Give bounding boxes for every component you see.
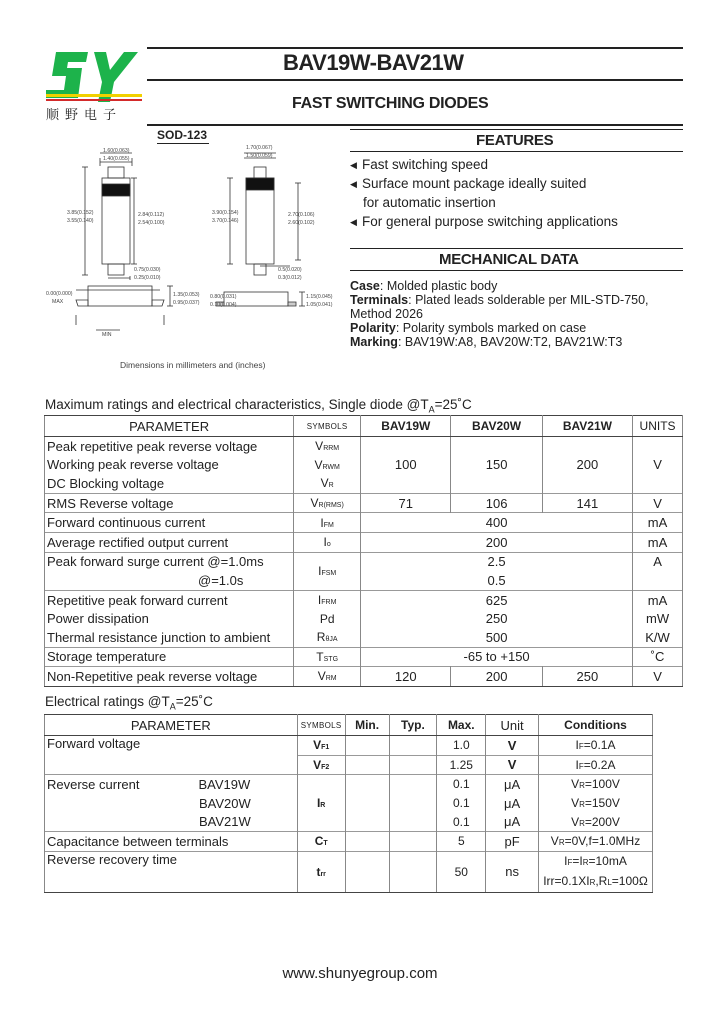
feature-item: for automatic insertion <box>363 195 496 210</box>
symbol-cell: VR <box>294 474 361 493</box>
symbol-cell: Io <box>294 532 361 552</box>
dimension-note: Dimensions in millimeters and (inches) <box>120 360 266 370</box>
value-cell: 2.5 <box>361 552 633 571</box>
dim-text: 1.05(0.041) <box>306 302 333 308</box>
header-cell: Min. <box>345 715 389 736</box>
typ-cell <box>389 775 437 794</box>
param-cell: Peak forward surge current @=1.0ms <box>45 552 294 571</box>
dim-text: 0.10(0.004) <box>210 302 237 308</box>
value-cell: 400 <box>361 513 633 533</box>
mech-rule-top <box>350 248 683 249</box>
unit-cell: ˚C <box>633 647 683 667</box>
dim-text: 1.70(0.067) <box>246 145 273 151</box>
typ-cell <box>389 794 437 813</box>
unit-cell: V <box>633 667 683 687</box>
bullet-icon: ◀ <box>350 179 357 189</box>
table-header-row <box>45 416 683 437</box>
param-cell: Forward continuous current <box>45 513 294 533</box>
value-cell: 250 <box>361 609 633 628</box>
unit-cell <box>633 571 683 590</box>
header-cell: Conditions <box>539 715 653 736</box>
max-cell: 0.1 <box>437 775 486 794</box>
table-row <box>45 628 683 647</box>
symbol-cell: VR(RMS) <box>294 493 361 513</box>
bullet-icon: ◀ <box>350 160 357 170</box>
max-cell: 0.1 <box>437 794 486 813</box>
package-label: SOD-123 <box>157 128 208 142</box>
param-cell: Thermal resistance junction to ambient <box>45 628 294 647</box>
table-header-row <box>45 715 653 736</box>
symbol-cell: TSTG <box>294 647 361 667</box>
header-cell: BAV21W <box>542 416 632 437</box>
typ-cell <box>389 851 437 892</box>
value-cell: 200 <box>361 532 633 552</box>
unit-cell: μA <box>486 812 539 831</box>
unit-cell: mW <box>633 609 683 628</box>
mech-line: Case: Molded plastic body <box>350 279 498 293</box>
dim-text: 0.5(0.020) <box>278 267 302 273</box>
min-cell <box>345 851 389 892</box>
symbol-cell: CT <box>297 831 345 851</box>
table-row <box>45 775 653 794</box>
bullet-icon: ◀ <box>350 217 357 227</box>
unit-cell: V <box>633 493 683 513</box>
header-rule-top <box>147 47 683 49</box>
unit-cell: V <box>486 736 539 756</box>
unit-cell: V <box>633 437 683 494</box>
value-cell: -65 to +150 <box>361 647 633 667</box>
feature-item: ◀ Fast switching speed <box>350 157 489 172</box>
unit-cell: mA <box>633 532 683 552</box>
value-cell: 200 <box>451 667 542 687</box>
param-cell: DC Blocking voltage <box>45 474 294 493</box>
param-cell: Peak repetitive peak reverse voltage <box>45 437 294 456</box>
condition-cell: IF=0.1A <box>539 736 653 756</box>
mech-line: Marking: BAV19W:A8, BAV20W:T2, BAV21W:T3 <box>350 335 623 349</box>
value-cell: 625 <box>361 590 633 609</box>
table-row <box>45 812 653 831</box>
dim-text: 2.84(0.112) <box>138 212 165 218</box>
dim-text: 2.60(0.102) <box>288 220 315 226</box>
table-row <box>45 736 653 756</box>
param-cell: Average rectified output current <box>45 532 294 552</box>
dim-text: 2.70(0.106) <box>288 212 315 218</box>
value-cell: 71 <box>361 493 451 513</box>
value-cell: 141 <box>542 493 632 513</box>
header-rule-bottom <box>147 124 683 126</box>
dim-text: MAX <box>52 299 64 305</box>
param-cell: BAV21W <box>45 812 298 831</box>
header-cell: BAV20W <box>451 416 542 437</box>
param-cell: Reverse recovery time <box>45 851 298 892</box>
symbol-cell: trr <box>297 851 345 892</box>
table-row <box>45 493 683 513</box>
param-cell: Storage temperature <box>45 647 294 667</box>
value-cell: 100 <box>361 437 451 494</box>
page-title: BAV19W-BAV21W <box>283 50 464 75</box>
typ-cell <box>389 736 437 756</box>
min-cell <box>345 812 389 831</box>
table-row <box>45 590 683 609</box>
param-cell: Non-Repetitive peak reverse voltage <box>45 667 294 687</box>
symbol-cell: VRM <box>294 667 361 687</box>
value-cell: 150 <box>451 437 542 494</box>
dim-text: 3.90(0.154) <box>212 210 239 216</box>
dim-text: 3.70(0.146) <box>212 218 239 224</box>
param-cell: Reverse current BAV19W <box>45 775 298 794</box>
symbol-cell: RθJA <box>294 628 361 647</box>
condition-cell: IF=0.2A <box>539 755 653 775</box>
param-cell: Forward voltage <box>45 736 298 775</box>
symbol-cell: VF1 <box>297 736 345 756</box>
max-ratings-table <box>44 415 683 687</box>
dim-text: 0.25(0.010) <box>134 275 161 281</box>
typ-cell <box>389 755 437 775</box>
table-row <box>45 552 683 571</box>
header-cell: Max. <box>437 715 486 736</box>
symbol-cell: IFSM <box>294 552 361 590</box>
unit-cell: mA <box>633 513 683 533</box>
unit-cell: K/W <box>633 628 683 647</box>
typ-cell <box>389 812 437 831</box>
dim-text: 1.15(0.045) <box>306 294 333 300</box>
package-drawing <box>40 140 340 360</box>
footer-url[interactable]: www.shunyegroup.com <box>282 965 438 982</box>
param-cell: @=1.0s <box>45 571 294 590</box>
header-cell: Typ. <box>389 715 437 736</box>
features-title: FEATURES <box>476 132 554 149</box>
table-row <box>45 571 683 590</box>
header-cell: SYMBOLS <box>294 416 361 437</box>
unit-cell: μA <box>486 775 539 794</box>
param-cell: BAV20W <box>45 794 298 813</box>
value-cell: 200 <box>542 437 632 494</box>
dim-text: MIN <box>102 332 112 338</box>
max-ratings-caption: Maximum ratings and electrical characteristics, Single diode $@T_A=25˚C$ <box>45 397 472 415</box>
features-rule-top <box>350 129 683 130</box>
header-cell: PARAMETER <box>45 715 298 736</box>
param-cell: Repetitive peak forward current <box>45 590 294 609</box>
cathode-band-right <box>246 178 274 190</box>
mech-rule-bottom <box>350 270 683 271</box>
symbol-cell: Pd <box>294 609 361 628</box>
min-cell <box>345 736 389 756</box>
dim-text: 1.35(0.053) <box>173 292 200 298</box>
header-cell: BAV19W <box>361 416 451 437</box>
max-cell: 50 <box>437 851 486 892</box>
max-cell: 0.1 <box>437 812 486 831</box>
condition-cell: VR=200V <box>539 812 653 831</box>
table-row <box>45 794 653 813</box>
param-cell: Power dissipation <box>45 609 294 628</box>
dim-text: 0.95(0.037) <box>173 300 200 306</box>
param-cell: Capacitance between terminals <box>45 831 298 851</box>
header-cell: Unit <box>486 715 539 736</box>
unit-cell: mA <box>633 590 683 609</box>
value-cell: 106 <box>451 493 542 513</box>
features-rule-bottom <box>350 151 683 152</box>
symbol-cell: VRRM <box>294 437 361 456</box>
unit-cell: μA <box>486 794 539 813</box>
table-row <box>45 831 653 851</box>
table-row <box>45 609 683 628</box>
unit-cell: ns <box>486 851 539 892</box>
table-row <box>45 667 683 687</box>
elec-ratings-caption: Electrical ratings $@T_A=25˚C$ <box>45 694 213 712</box>
min-cell <box>345 794 389 813</box>
symbol-cell: IR <box>297 775 345 832</box>
symbol-cell: IFRM <box>294 590 361 609</box>
min-cell <box>345 831 389 851</box>
value-cell: 120 <box>361 667 451 687</box>
value-cell: 500 <box>361 628 633 647</box>
mechanical-title: MECHANICAL DATA <box>439 251 579 268</box>
value-cell: 250 <box>542 667 632 687</box>
param-cell: Working peak reverse voltage <box>45 456 294 475</box>
dim-text: 0.75(0.030) <box>134 267 161 273</box>
symbol-cell: VF2 <box>297 755 345 775</box>
page-subtitle: FAST SWITCHING DIODES <box>292 95 489 112</box>
mech-line: Polarity: Polarity symbols marked on case <box>350 321 587 335</box>
dim-text: 0.00(0.000) <box>46 291 73 297</box>
dim-text: 1.60(0.063) <box>103 148 130 154</box>
unit-cell: A <box>633 552 683 571</box>
min-cell <box>345 775 389 794</box>
elec-ratings-table <box>44 714 653 893</box>
condition-cell: IF=IR=10mA Irr=0.1XIR,RL=100Ω <box>539 851 653 892</box>
symbol-cell: VRWM <box>294 456 361 475</box>
header-cell: UNITS <box>633 416 683 437</box>
mech-line: Method 2026 <box>350 307 423 321</box>
condition-cell: VR=150V <box>539 794 653 813</box>
value-cell: 0.5 <box>361 571 633 590</box>
param-cell: RMS Reverse voltage <box>45 493 294 513</box>
condition-cell: VR=0V,f=1.0MHz <box>539 831 653 851</box>
dim-text: 0.3(0.012) <box>278 275 302 281</box>
table-row <box>45 532 683 552</box>
dim-text: 1.50(0.059) <box>246 153 273 159</box>
cathode-band <box>102 184 130 196</box>
dim-text: 1.40(0.055) <box>103 156 130 162</box>
unit-cell: V <box>486 755 539 775</box>
typ-cell <box>389 831 437 851</box>
dim-text: 2.54(0.100) <box>138 220 165 226</box>
table-row <box>45 851 653 892</box>
table-row <box>45 513 683 533</box>
dim-text: 3.85(0.152) <box>67 210 94 216</box>
max-cell: 1.25 <box>437 755 486 775</box>
logo-chinese-text: 顺野电子 <box>46 108 123 123</box>
mech-line: Terminals: Plated leads solderable per MIL-STD-750, <box>350 293 649 307</box>
header-cell: PARAMETER <box>45 416 294 437</box>
dim-text: 0.80(0.031) <box>210 294 237 300</box>
condition-cell: VR=100V <box>539 775 653 794</box>
table-row <box>45 437 683 456</box>
feature-item: ◀ For general purpose switching applications <box>350 214 618 229</box>
max-cell: 5 <box>437 831 486 851</box>
unit-cell: pF <box>486 831 539 851</box>
max-cell: 1.0 <box>437 736 486 756</box>
min-cell <box>345 755 389 775</box>
header-rule-mid <box>147 79 683 81</box>
feature-item: ◀ Surface mount package ideally suited <box>350 176 587 191</box>
symbol-cell: IFM <box>294 513 361 533</box>
table-row <box>45 647 683 667</box>
dim-text: 3.55(0.140) <box>67 218 94 224</box>
header-cell: SYMBOLS <box>297 715 345 736</box>
